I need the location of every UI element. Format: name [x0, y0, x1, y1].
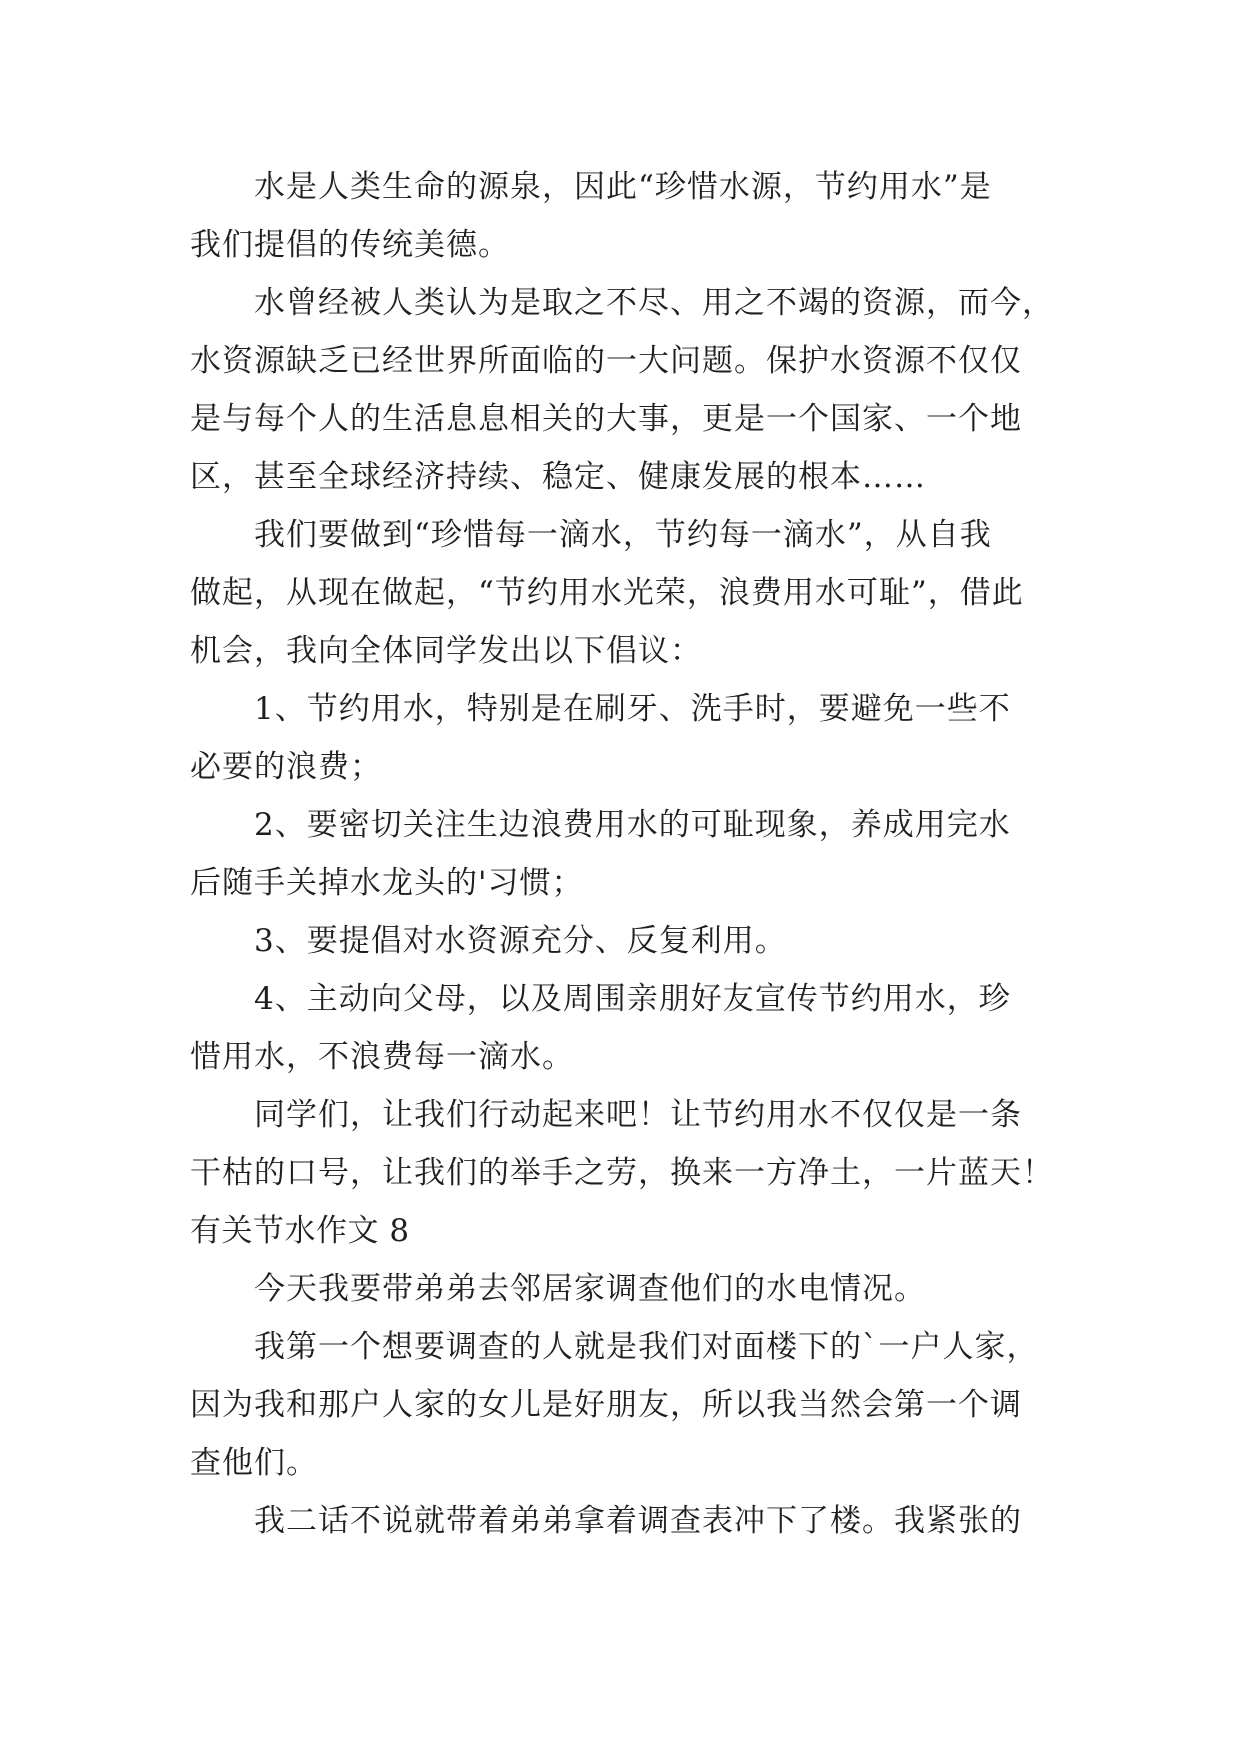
- paragraph-3-line-1: 我们要做到“珍惜每一滴水，节约每一滴水”，从自我: [254, 517, 992, 553]
- paragraph-2-line-3: 是与每个人的生活息息相关的大事，更是一个国家、一个地: [190, 401, 1022, 437]
- proposal-1-line-1: 1、节约用水，特别是在刷牙、洗手时，要避免一些不: [254, 691, 1011, 727]
- paragraph-3-line-3: 机会，我向全体同学发出以下倡议：: [190, 633, 702, 669]
- paragraph-3-line-2: 做起，从现在做起，“节约用水光荣，浪费用水可耻”，借此: [190, 575, 1024, 611]
- essay-heading: 有关节水作文 8: [190, 1213, 410, 1249]
- essay-paragraph-2-line-1: 我第一个想要调查的人就是我们对面楼下的`一户人家，: [254, 1329, 1039, 1365]
- paragraph-2-line-2: 水资源缺乏已经世界所面临的一大问题。保护水资源不仅仅: [190, 343, 1022, 379]
- paragraph-2-line-1: 水曾经被人类认为是取之不尽、用之不竭的资源，而今，: [254, 285, 1054, 321]
- paragraph-1-line-1: 水是人类生命的源泉，因此“珍惜水源，节约用水”是: [254, 169, 992, 205]
- proposal-2-line-2: 后随手关掉水龙头的'习惯；: [190, 865, 584, 901]
- essay-paragraph-3-line-1: 我二话不说就带着弟弟拿着调查表冲下了楼。我紧张的: [254, 1503, 1022, 1539]
- closing-line-2: 干枯的口号，让我们的举手之劳，换来一方净土，一片蓝天！: [190, 1155, 1054, 1191]
- proposal-3-line-1: 3、要提倡对水资源充分、反复利用。: [254, 923, 787, 959]
- essay-paragraph-1-line-1: 今天我要带弟弟去邻居家调查他们的水电情况。: [254, 1271, 926, 1307]
- proposal-4-line-1: 4、主动向父母，以及周围亲朋好友宣传节约用水，珍: [254, 981, 1011, 1017]
- essay-paragraph-2-line-2: 因为我和那户人家的女儿是好朋友，所以我当然会第一个调: [190, 1387, 1022, 1423]
- essay-paragraph-2-line-3: 查他们。: [190, 1445, 318, 1481]
- proposal-2-line-1: 2、要密切关注生边浪费用水的可耻现象，养成用完水: [254, 807, 1011, 843]
- proposal-1-line-2: 必要的浪费；: [190, 749, 382, 785]
- paragraph-2-line-4: 区，甚至全球经济持续、稳定、健康发展的根本……: [190, 459, 926, 495]
- paragraph-1-line-2: 我们提倡的传统美德。: [190, 227, 510, 263]
- proposal-4-line-2: 惜用水，不浪费每一滴水。: [190, 1039, 574, 1075]
- closing-line-1: 同学们，让我们行动起来吧！让节约用水不仅仅是一条: [254, 1097, 1022, 1133]
- document-body: [190, 158, 1054, 1550]
